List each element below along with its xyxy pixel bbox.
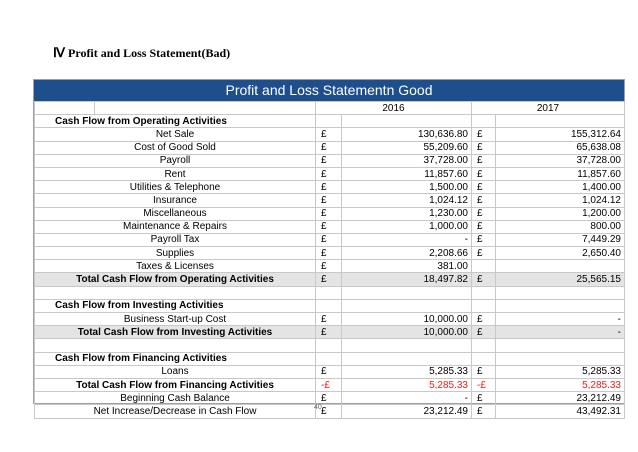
blank-cell — [342, 352, 472, 365]
blank-cell — [316, 352, 342, 365]
year-2016-header: 2016 — [316, 102, 472, 115]
amount-2016: 55,209.60 — [342, 141, 472, 154]
investing-section-title: Cash Flow from Investing Activities — [35, 299, 316, 312]
total-financing-row — [35, 378, 625, 391]
currency-2016: £ — [316, 405, 342, 418]
table-row — [35, 128, 625, 141]
amount-2016: 130,636.80 — [342, 128, 472, 141]
currency-2017: £ — [472, 194, 496, 207]
section-row — [35, 352, 625, 365]
year-header-row — [35, 102, 625, 115]
row-label: Total Cash Flow from Financing Activities — [35, 378, 316, 391]
amount-2016: 1,230.00 — [342, 207, 472, 220]
currency-2017: £ — [472, 220, 496, 233]
section-row — [35, 299, 625, 312]
amount-2016: 2,208.66 — [342, 247, 472, 260]
currency-2017: £ — [472, 233, 496, 246]
currency-2016: £ — [316, 220, 342, 233]
table-row — [35, 247, 625, 260]
amount-2017: 11,857.60 — [496, 167, 625, 180]
amount-2017: 43,492.31 — [496, 405, 625, 418]
page-heading — [53, 45, 230, 61]
total-investing-row — [35, 326, 625, 339]
amount-2017: 155,312.64 — [496, 128, 625, 141]
currency-2017: £ — [472, 405, 496, 418]
amount-2017: 1,400.00 — [496, 181, 625, 194]
blank-cell — [496, 286, 625, 299]
amount-2017: 1,024.12 — [496, 194, 625, 207]
banner-title: Profit and Loss Statementn Good — [34, 80, 624, 101]
table-row — [35, 167, 625, 180]
amount-2017: 2,650.40 — [496, 247, 625, 260]
blank-cell — [316, 299, 342, 312]
amount-2017: 800.00 — [496, 220, 625, 233]
currency-2017: £ — [472, 128, 496, 141]
currency-2016: £ — [316, 365, 342, 378]
amount-2017: 5,285.33 — [496, 365, 625, 378]
currency-2017: £ — [472, 167, 496, 180]
currency-2017: £ — [472, 313, 496, 326]
page-number: 40 — [314, 404, 322, 411]
blank-cell — [496, 115, 625, 128]
row-label: Insurance — [35, 194, 316, 207]
table-row — [35, 260, 625, 273]
currency-2017: -£ — [472, 378, 496, 391]
currency-2016: £ — [316, 313, 342, 326]
currency-2016: £ — [316, 194, 342, 207]
blank-cell — [472, 286, 496, 299]
blank-cell — [35, 102, 95, 115]
currency-2016: £ — [316, 247, 342, 260]
blank-cell — [496, 299, 625, 312]
amount-2017: 65,638.08 — [496, 141, 625, 154]
currency-2017: £ — [472, 207, 496, 220]
spacer-row — [35, 339, 625, 352]
row-label: Supplies — [35, 247, 316, 260]
spacer-row — [35, 286, 625, 299]
blank-cell — [35, 339, 316, 352]
currency-2017: £ — [472, 326, 496, 339]
section-numeral: Ⅳ — [53, 45, 65, 60]
table-row — [35, 405, 625, 418]
operating-section-title: Cash Flow from Operating Activities — [35, 115, 316, 128]
table-row — [35, 194, 625, 207]
blank-cell — [35, 286, 316, 299]
row-label: Miscellaneous — [35, 207, 316, 220]
row-label: Beginning Cash Balance — [35, 392, 316, 405]
currency-2016: £ — [316, 141, 342, 154]
amount-2016: 11,857.60 — [342, 167, 472, 180]
amount-2016: 1,000.00 — [342, 220, 472, 233]
currency-2016: £ — [316, 167, 342, 180]
table-row — [35, 141, 625, 154]
blank-cell — [316, 286, 342, 299]
blank-cell — [342, 299, 472, 312]
currency-2017: £ — [472, 365, 496, 378]
table-row — [35, 365, 625, 378]
currency-2016: £ — [316, 326, 342, 339]
currency-2016: £ — [316, 128, 342, 141]
table-row — [35, 154, 625, 167]
total-operating-row — [35, 273, 625, 286]
row-label: Utilities & Telephone — [35, 181, 316, 194]
blank-cell — [342, 286, 472, 299]
table-row — [35, 233, 625, 246]
blank-cell — [342, 339, 472, 352]
year-2017-header: 2017 — [472, 102, 625, 115]
amount-2016: 1,024.12 — [342, 194, 472, 207]
currency-2016: £ — [316, 392, 342, 405]
currency-2016: £ — [316, 233, 342, 246]
blank-cell — [472, 352, 496, 365]
row-label: Maintenance & Repairs — [35, 220, 316, 233]
amount-2016: 1,500.00 — [342, 181, 472, 194]
amount-2016: 10,000.00 — [342, 313, 472, 326]
row-label: Loans — [35, 365, 316, 378]
currency-2016: £ — [316, 207, 342, 220]
table-row — [35, 220, 625, 233]
currency-2017: £ — [472, 247, 496, 260]
blank-cell — [95, 102, 316, 115]
amount-2017: - — [496, 313, 625, 326]
amount-2016: - — [342, 392, 472, 405]
blank-cell — [472, 299, 496, 312]
blank-cell — [342, 115, 472, 128]
blank-cell — [316, 115, 342, 128]
row-label: Taxes & Licenses — [35, 260, 316, 273]
amount-2017: 25,565.15 — [496, 273, 625, 286]
amount-2017: 1,200.00 — [496, 207, 625, 220]
blank-cell — [472, 339, 496, 352]
amount-2016: 10,000.00 — [342, 326, 472, 339]
heading-title: Profit and Loss Statement(Bad) — [68, 46, 231, 60]
financing-section-title: Cash Flow from Financing Activities — [35, 352, 316, 365]
amount-2016: 5,285.33 — [342, 378, 472, 391]
table-row — [35, 392, 625, 405]
cash-flow-table — [34, 101, 625, 419]
row-label: Total Cash Flow from Operating Activities — [35, 273, 316, 286]
row-label: Payroll Tax — [35, 233, 316, 246]
amount-2016: 5,285.33 — [342, 365, 472, 378]
currency-2016: £ — [316, 154, 342, 167]
currency-2016: £ — [316, 260, 342, 273]
currency-2017 — [472, 260, 496, 273]
currency-2017: £ — [472, 273, 496, 286]
row-label: Net Sale — [35, 128, 316, 141]
table-row — [35, 181, 625, 194]
amount-2016: 37,728.00 — [342, 154, 472, 167]
row-label: Cost of Good Sold — [35, 141, 316, 154]
amount-2017 — [496, 260, 625, 273]
blank-cell — [472, 115, 496, 128]
row-label: Net Increase/Decrease in Cash Flow — [35, 405, 316, 418]
currency-2017: £ — [472, 141, 496, 154]
amount-2016: 18,497.82 — [342, 273, 472, 286]
blank-cell — [496, 339, 625, 352]
amount-2017: 5,285.33 — [496, 378, 625, 391]
currency-2017: £ — [472, 154, 496, 167]
amount-2017: 23,212.49 — [496, 392, 625, 405]
table-row — [35, 313, 625, 326]
currency-2016: -£ — [316, 378, 342, 391]
section-row — [35, 115, 625, 128]
amount-2017: - — [496, 326, 625, 339]
amount-2016: 381.00 — [342, 260, 472, 273]
row-label: Payroll — [35, 154, 316, 167]
blank-cell — [316, 339, 342, 352]
table-row — [35, 207, 625, 220]
amount-2017: 37,728.00 — [496, 154, 625, 167]
amount-2017: 7,449.29 — [496, 233, 625, 246]
row-label: Total Cash Flow from Investing Activities — [35, 326, 316, 339]
currency-2017: £ — [472, 181, 496, 194]
amount-2016: - — [342, 233, 472, 246]
currency-2016: £ — [316, 181, 342, 194]
row-label: Rent — [35, 167, 316, 180]
spreadsheet — [33, 79, 625, 417]
currency-2017: £ — [472, 392, 496, 405]
row-label: Business Start-up Cost — [35, 313, 316, 326]
blank-cell — [496, 352, 625, 365]
amount-2016: 23,212.49 — [342, 405, 472, 418]
currency-2016: £ — [316, 273, 342, 286]
